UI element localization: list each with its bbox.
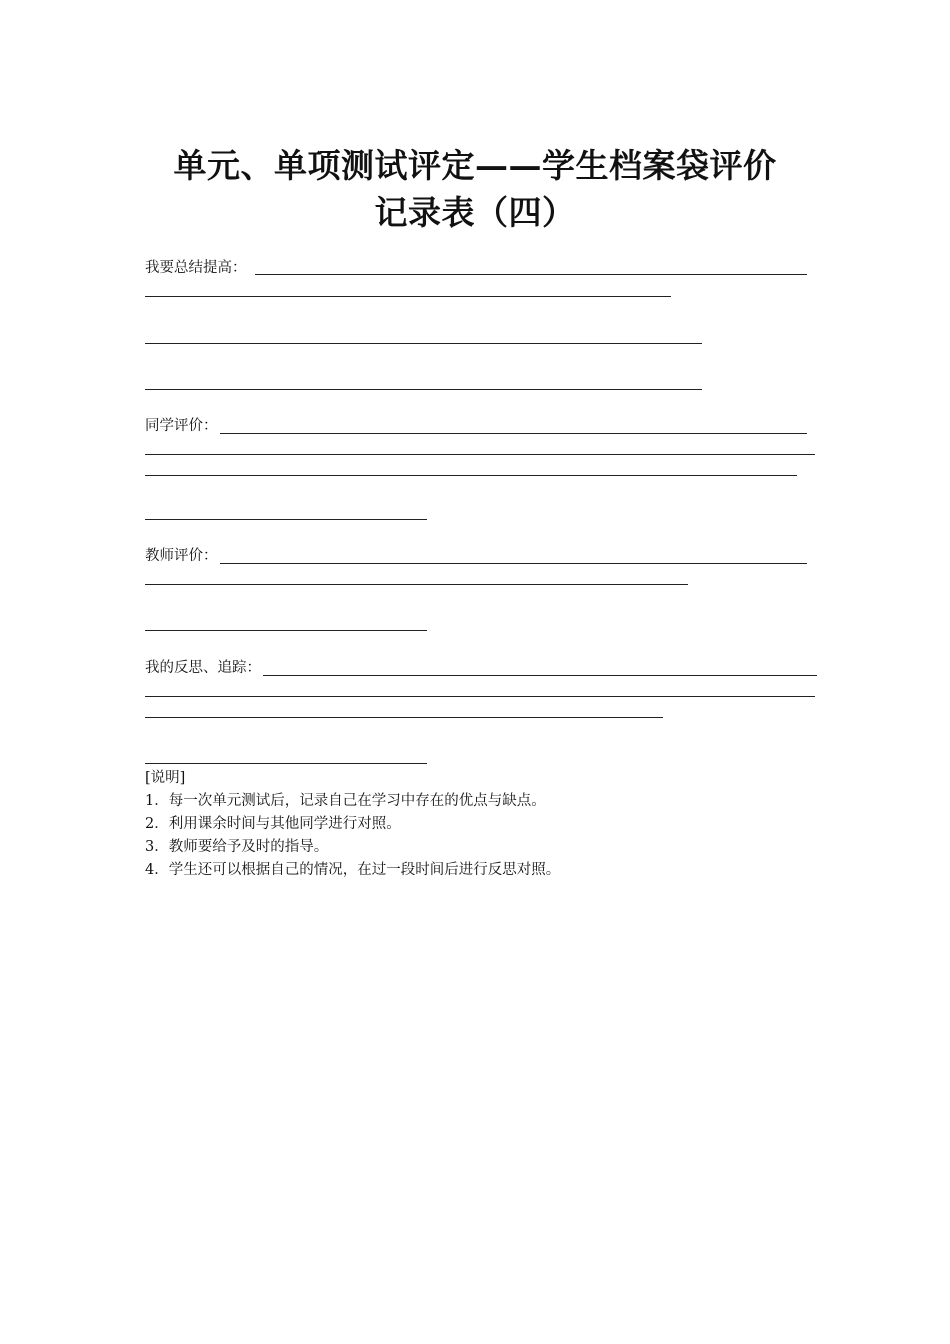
reflection-line-1[interactable] xyxy=(263,675,817,676)
summary-label: 我要总结提高： xyxy=(145,260,247,276)
teacher-review-label: 教师评价： xyxy=(145,548,218,564)
peer-review-line-2[interactable] xyxy=(145,454,815,455)
page-title-line-1: 单元、单项测试评定——学生档案袋评价 xyxy=(173,146,777,185)
teacher-review-line-2[interactable] xyxy=(145,584,688,585)
teacher-review-line-3[interactable] xyxy=(145,630,427,631)
peer-review-line-3[interactable] xyxy=(145,475,797,476)
summary-line-2[interactable] xyxy=(145,296,671,297)
reflection-line-4[interactable] xyxy=(145,763,427,764)
summary-line-4[interactable] xyxy=(145,389,702,390)
page-title-line-2: 记录表（四） xyxy=(374,193,576,232)
reflection-line-2[interactable] xyxy=(145,696,815,697)
note-item-2: 2．利用课余时间与其他同学进行对照。 xyxy=(145,816,401,832)
reflection-line-3[interactable] xyxy=(145,717,663,718)
peer-review-line-4[interactable] xyxy=(145,519,427,520)
summary-line-1[interactable] xyxy=(255,274,807,275)
teacher-review-line-1[interactable] xyxy=(220,563,807,564)
notes-heading: [说明] xyxy=(145,770,186,786)
peer-review-label: 同学评价： xyxy=(145,418,218,434)
reflection-label: 我的反思、追踪： xyxy=(145,660,261,676)
note-item-3: 3．教师要给予及时的指导。 xyxy=(145,839,329,855)
summary-line-3[interactable] xyxy=(145,343,702,344)
peer-review-line-1[interactable] xyxy=(220,433,807,434)
note-item-4: 4．学生还可以根据自己的情况，在过一段时间后进行反思对照。 xyxy=(145,862,561,878)
note-item-1: 1．每一次单元测试后，记录自己在学习中存在的优点与缺点。 xyxy=(145,793,546,809)
